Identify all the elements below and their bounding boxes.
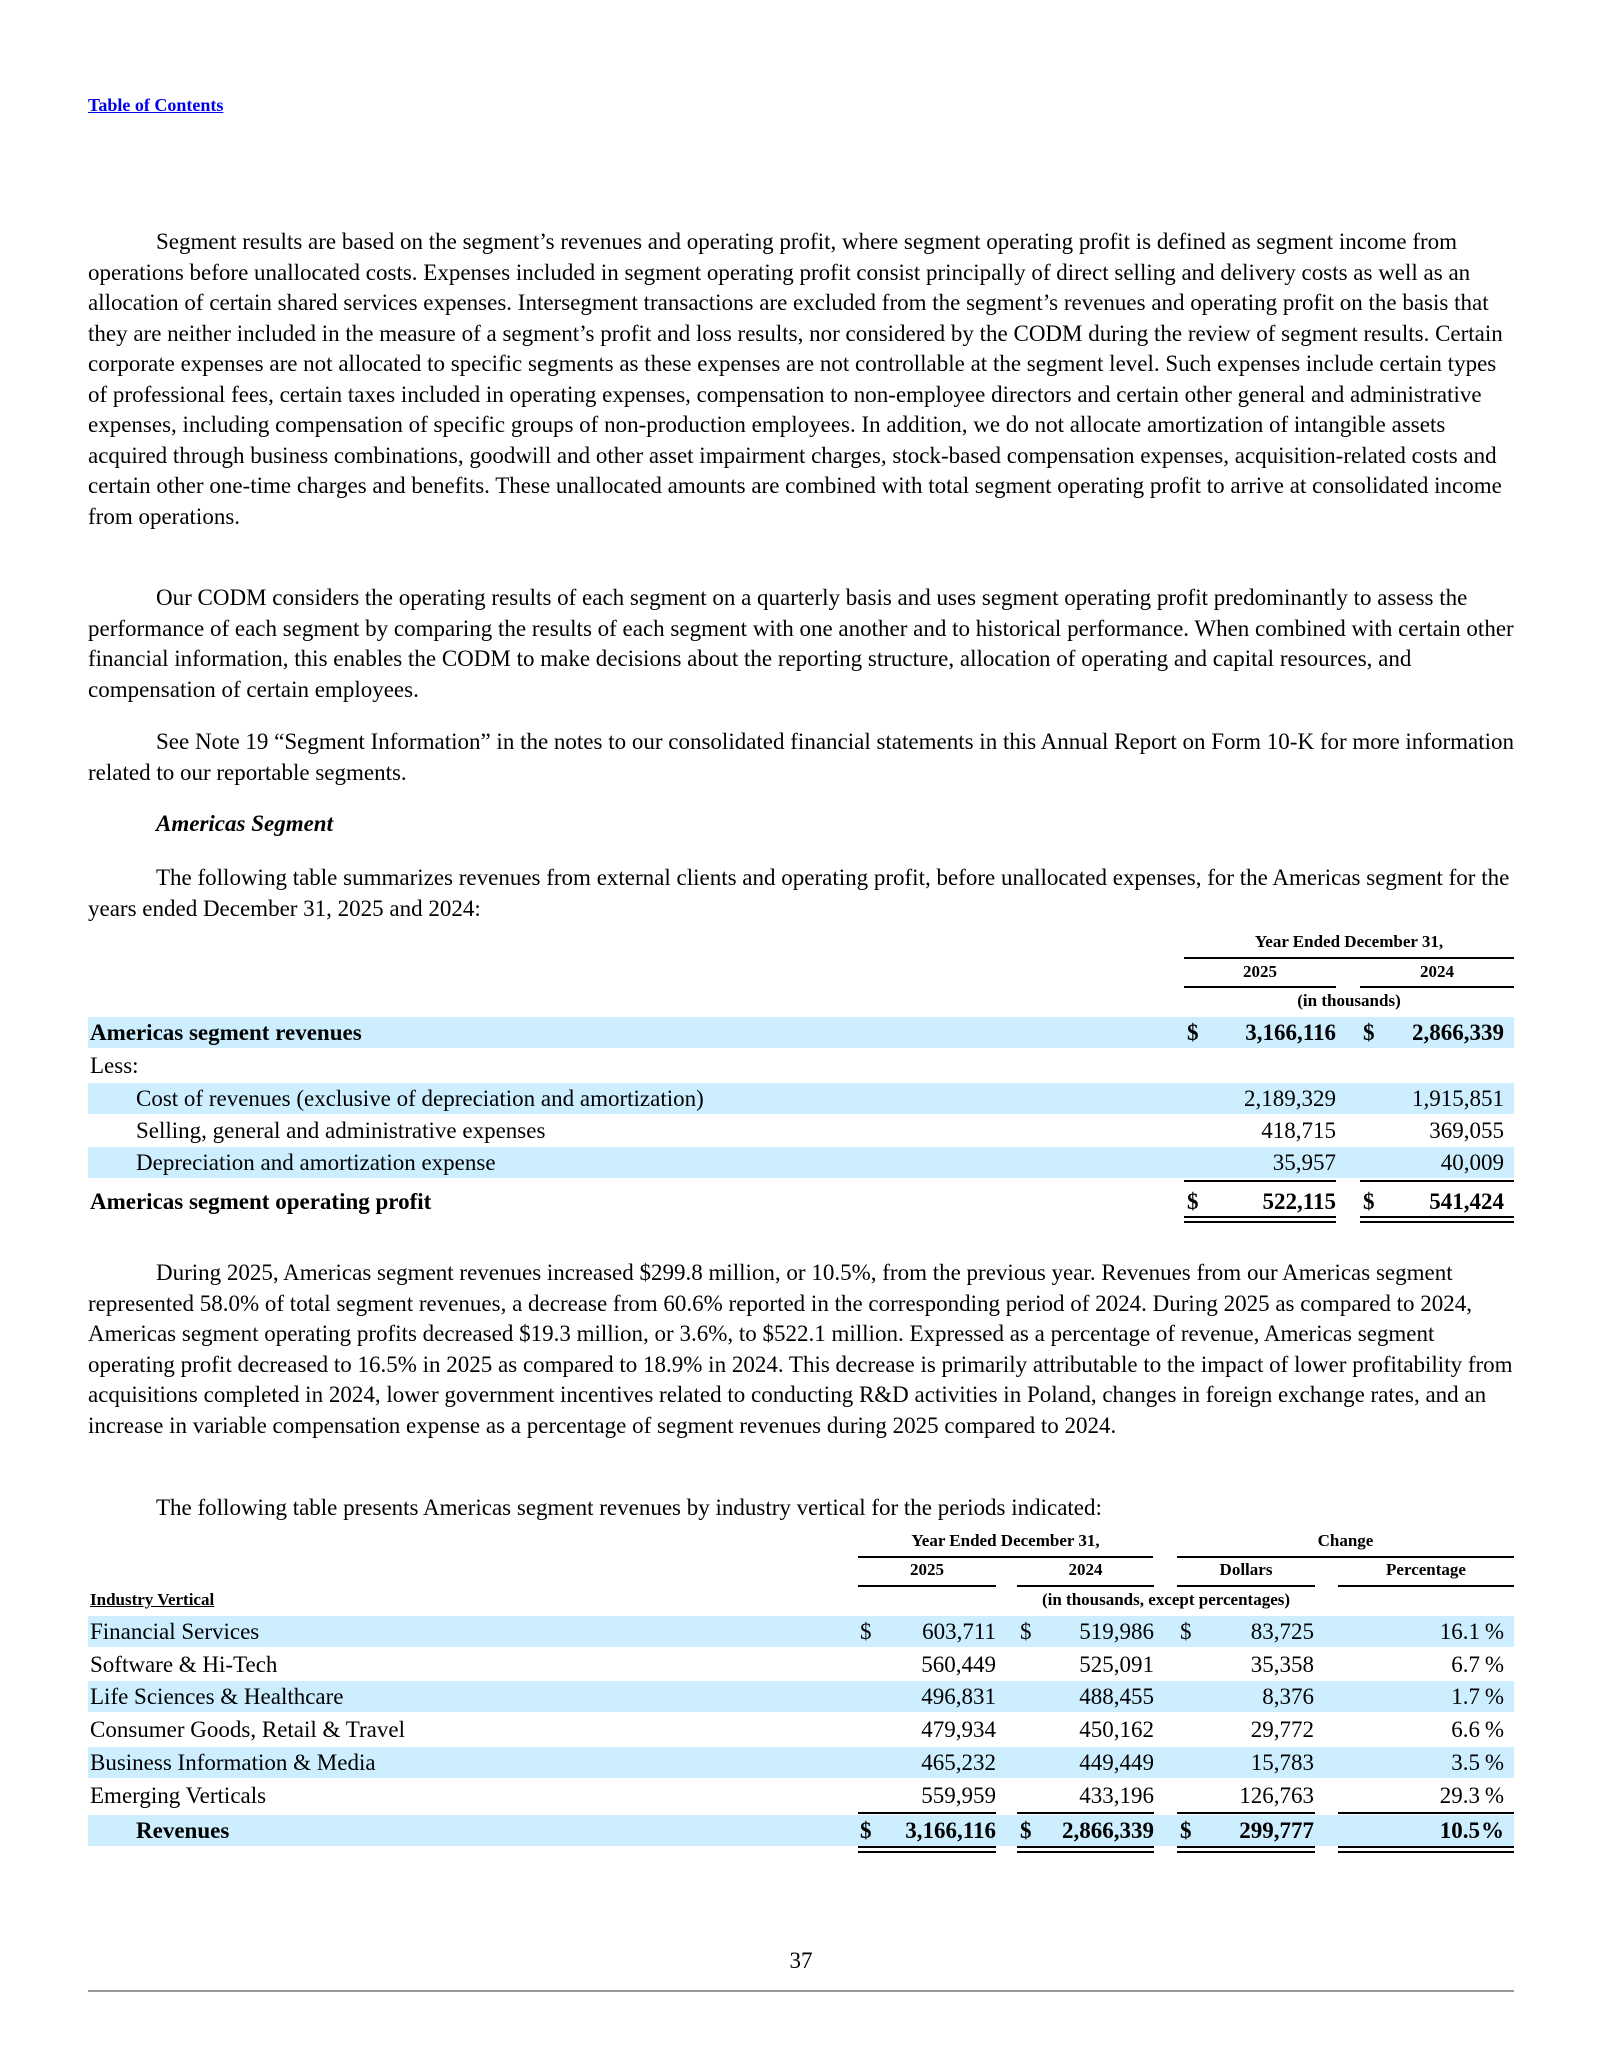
table-row: Life Sciences & Healthcare 496,831 488,455 8,376 1.7 % bbox=[88, 1681, 1514, 1712]
paragraph-see-note: See Note 19 “Segment Information” in the notes to our consolidated financial statements in this Annual Report on Form 10-K for more information related to our reportable segments. bbox=[88, 729, 1514, 785]
divider bbox=[1184, 957, 1514, 959]
divider bbox=[1338, 1812, 1514, 1814]
divider bbox=[858, 1556, 1153, 1558]
divider bbox=[1184, 1216, 1336, 1223]
divider bbox=[1017, 1846, 1154, 1853]
divider bbox=[1360, 1180, 1514, 1182]
table2-col-2024: 2024 bbox=[1068, 1560, 1103, 1579]
table1-units: (in thousands) bbox=[1297, 991, 1401, 1010]
subheading-americas-segment: Americas Segment bbox=[156, 811, 333, 836]
divider bbox=[1177, 1812, 1315, 1814]
divider bbox=[1184, 986, 1336, 988]
divider bbox=[1017, 1812, 1154, 1814]
page-number: 37 bbox=[789, 1948, 813, 1973]
table2-row-header: Industry Vertical bbox=[90, 1590, 215, 1609]
divider bbox=[858, 1585, 996, 1587]
table2-col-2025: 2025 bbox=[910, 1560, 944, 1579]
divider bbox=[1184, 1180, 1336, 1182]
table-row: Software & Hi-Tech 560,449 525,091 35,358 6.7 % bbox=[90, 1652, 1504, 1677]
table-row: Consumer Goods, Retail & Travel 479,934 450,162 29,772 6.6 % bbox=[90, 1717, 1504, 1742]
divider bbox=[1360, 986, 1514, 988]
table2-change-header: Change bbox=[1317, 1531, 1374, 1550]
table2-col-percentage: Percentage bbox=[1386, 1560, 1466, 1579]
divider bbox=[1017, 1585, 1154, 1587]
paragraph-table-intro: The following table summarizes revenues from external clients and operating profit, before unallocated expenses, for the Americas segment for the years ended December 31, 2025 and 2024: bbox=[88, 865, 1510, 921]
paragraph-americas-revenue-discussion: During 2025, Americas segment revenues increased $299.8 million, or 10.5%, from the previous year. Revenues from our Americas segment represented 58.0% of total segment revenues, a decrease from 60.6% reported in the corresponding period of 2024. During 2025 as compared to 2024, Americas segment operating profits decreased $19.3 million, or 3.6%, to $522.1 million. Expressed as a percentage of revenue, Americas segment operating profit decreased to 16.5% in 2025 as compared to 18.9% in 2024. This decrease is primarily attributable to the impact of lower profitability from acquisitions completed in 2024, lower government incentives related to conducting R&D activities in Poland, changes in foreign exchange rates, and an increase in variable compensation expense as a percentage of segment revenues during 2025 compared to 2024. bbox=[88, 1260, 1513, 1438]
table-row: Americas segment operating profit $ 522,115 $ 541,424 bbox=[90, 1189, 1504, 1214]
footer-rule bbox=[88, 1990, 1514, 1992]
table1-col-2024: 2024 bbox=[1420, 962, 1454, 981]
table1-period-header: Year Ended December 31, bbox=[1254, 932, 1444, 951]
divider bbox=[1360, 1216, 1514, 1223]
table-row-total: Revenues $ 3,166,116 $ 2,866,339 $ 299,777 10.5 % bbox=[88, 1815, 1514, 1846]
table-row: Emerging Verticals 559,959 433,196 126,763 29.3 % bbox=[90, 1783, 1504, 1808]
divider bbox=[1338, 1585, 1514, 1587]
table2-period-header: Year Ended December 31, bbox=[911, 1531, 1100, 1550]
paragraph-codm: Our CODM considers the operating results of each segment on a quarterly basis and uses segment operating profit predominantly to assess the performance of each segment by comparing the results of each segment with one another and to historical performance. When combined with certain other financial information, this enables the CODM to make decisions about the reporting structure, allocation of operating and capital resources, and compensation of certain employees. bbox=[88, 585, 1514, 702]
table2-units: (in thousands, except percentages) bbox=[1041, 1590, 1291, 1609]
divider bbox=[858, 1846, 996, 1853]
divider bbox=[1338, 1846, 1514, 1853]
divider bbox=[1177, 1846, 1315, 1853]
divider bbox=[1177, 1585, 1315, 1587]
table2-col-dollars: Dollars bbox=[1219, 1560, 1273, 1579]
paragraph-industry-table-intro: The following table presents Americas segment revenues by industry vertical for the periods indicated: bbox=[156, 1495, 1102, 1520]
paragraph-segment-results: Segment results are based on the segment’s revenues and operating profit, where segment operating profit is defined as segment income from operations before unallocated costs. Expenses included in segment operating profit consist principally of direct selling and delivery costs as well as an allocation of certain shared services expenses. Intersegment transactions are excluded from the segment’s revenues and operating profit on the basis that they are neither included in the measure of a segment’s profit and loss results, nor considered by the CODM during the review of segment results. Certain corporate expenses are not allocated to specific segments as these expenses are not controllable at the segment level. Such expenses include certain types of professional fees, certain taxes included in operating expenses, compensation to non-employee directors and certain other general and administrative expenses, including compensation of specific groups of non-production employees. In addition, we do not allocate amortization of intangible assets acquired through business combinations, goodwill and other asset impairment charges, stock-based compensation expenses, acquisition-related costs and certain other one-time charges and benefits. These unallocated amounts are combined with total segment operating profit to arrive at consolidated income from operations. bbox=[88, 229, 1503, 529]
divider bbox=[1177, 1556, 1514, 1558]
table-row: Depreciation and amortization expense 35,957 40,009 bbox=[88, 1147, 1514, 1178]
divider bbox=[858, 1812, 996, 1814]
table-row: Business Information & Media 465,232 449,449 15,783 3.5 % bbox=[88, 1747, 1514, 1778]
table-of-contents-link[interactable]: Table of Contents bbox=[88, 95, 224, 115]
table-row: Less: bbox=[90, 1053, 139, 1078]
table-row: Cost of revenues (exclusive of depreciation and amortization) 2,189,329 1,915,851 bbox=[88, 1083, 1514, 1114]
table1-col-2025: 2025 bbox=[1243, 962, 1277, 981]
table-row: Americas segment revenues $ 3,166,116 $ 2,866,339 bbox=[88, 1017, 1514, 1048]
table-row: Financial Services $ 603,711 $ 519,986 $ 83,725 16.1 % bbox=[88, 1616, 1514, 1647]
table-row: Selling, general and administrative expenses 418,715 369,055 bbox=[136, 1118, 1504, 1143]
